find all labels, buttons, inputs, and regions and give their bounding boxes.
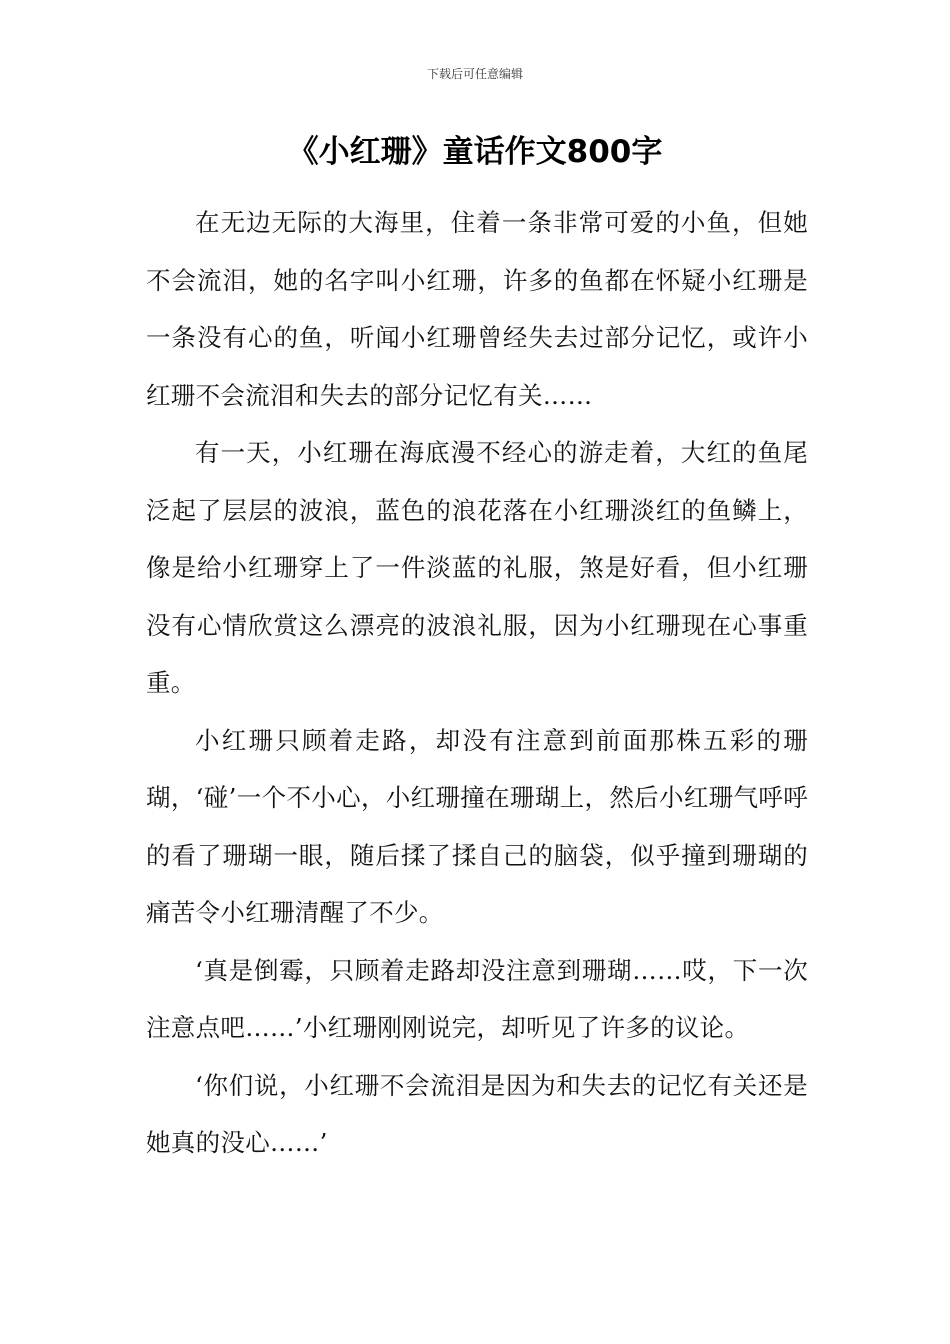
paragraph-3: 小红珊只顾着走路，却没有注意到前面那株五彩的珊瑚，‘碰’一个不小心，小红珊撞在珊瑚上，然后小红珊气呼呼的看了珊瑚一眼，随后揉了揉自己的脑袋，似乎撞到珊瑚的痛苦令小红珊清醒了不少。 (146, 725, 808, 927)
paragraph-1: 在无边无际的大海里，住着一条非常可爱的小鱼，但她不会流泪，她的名字叫小红珊，许多的鱼都在怀疑小红珊是一条没有心的鱼，听闻小红珊曾经失去过部分记忆，或许小红珊不会流泪和失去的部分记忆有关…… (146, 208, 808, 410)
paragraph-4: ‘真是倒霉，只顾着走路却没注意到珊瑚……哎，下一次注意点吧……’小红珊刚刚说完，却听见了许多的议论。 (146, 955, 808, 1042)
paragraph-2: 有一天，小红珊在海底漫不经心的游走着，大红的鱼尾泛起了层层的波浪，蓝色的浪花落在小红珊淡红的鱼鳞上，像是给小红珊穿上了一件淡蓝的礼服，煞是好看，但小红珊没有心情欣赏这么漂亮的波浪礼服，因为小红珊现在心事重重。 (146, 438, 808, 697)
header-note: 下载后可任意编辑 (426, 67, 523, 81)
document-body (146, 194, 808, 1172)
document-title: 《小红珊》童话作文800字 (287, 134, 663, 170)
paragraph-5: ‘你们说，小红珊不会流泪是因为和失去的记忆有关还是她真的没心……’ (146, 1070, 808, 1157)
